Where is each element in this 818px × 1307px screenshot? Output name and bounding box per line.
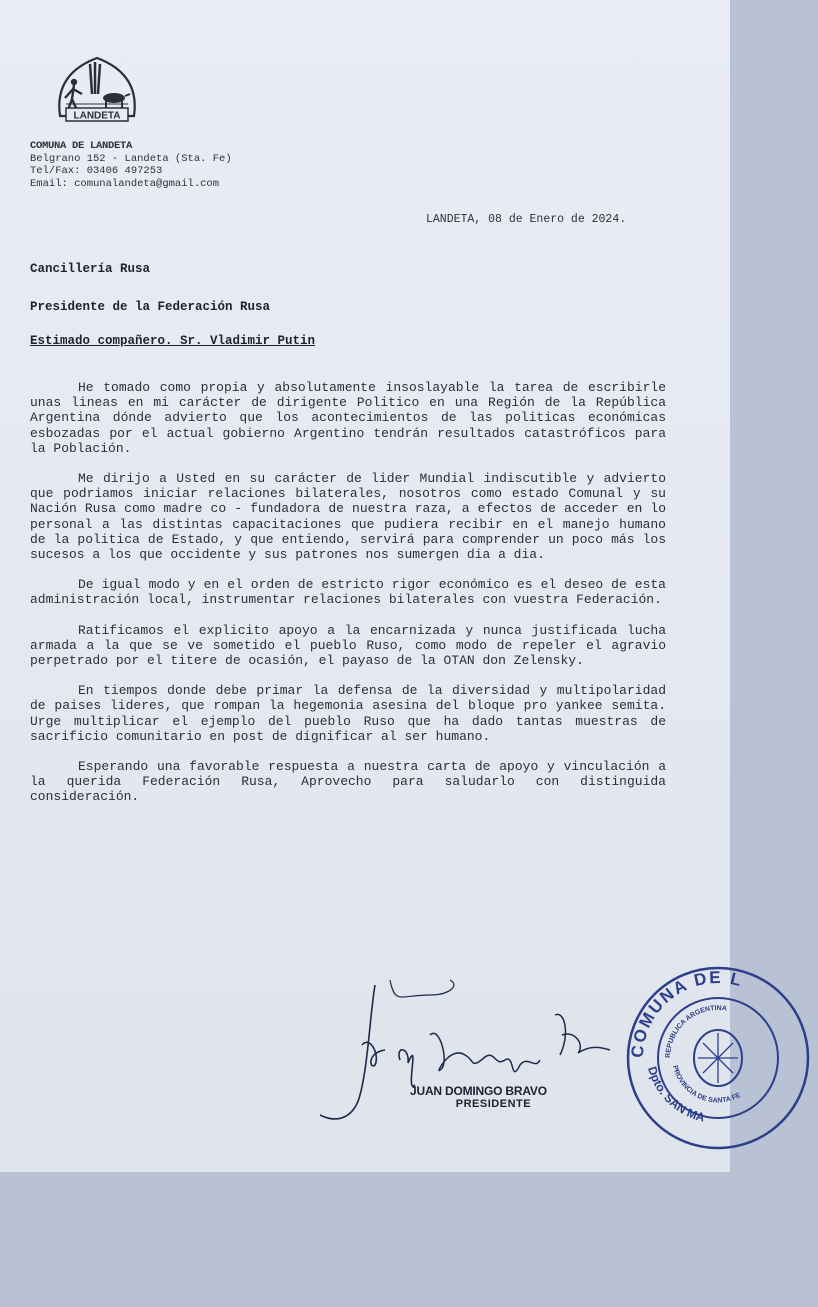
org-address: Belgrano 152 - Landeta (Sta. Fe) — [30, 152, 232, 165]
org-phone: Tel/Fax: 03406 497253 — [30, 165, 163, 177]
seal-inner-bottom: PROVINCIA DE SANTA FE — [671, 1064, 742, 1105]
signer-block — [410, 1084, 547, 1110]
handwritten-signature — [300, 975, 640, 1145]
official-seal — [618, 958, 818, 1158]
paragraph: Ratificamos el explicito apoyo a la encarnizada y nunca justificada lucha armada a la que se ve sometido el pueblo Ruso, como modo de repeler el agravio perpetrado por el titere de ocasión, el payaso de la OTAN don Zelensky. — [30, 622, 666, 669]
paragraph: En tiempos donde debe primar la defensa de la diversidad y multipolaridad de paises lideres, que rompan la hegemonia asesina del bloque pro yankee semita. Urge multiplicar el ejemplo del pueblo Ruso que ha dado tantas muestras de sacrificio comunitario en post de dignificar al ser humano. — [30, 683, 666, 744]
svg-text:COMUNA DE L — [628, 968, 745, 1059]
paragraph: De igual modo y en el orden de estricto rigor económico es el deseo de esta administración local, instrumentar relaciones bilaterales con vuestra Federación. — [30, 577, 666, 608]
signer-role: PRESIDENTE — [455, 1098, 532, 1110]
paragraph: Me dirijo a Usted en su carácter de lider Mundial indiscutible y advierto que podriamos iniciar relaciones bilaterales, nosotros como estado Comunal y su Nación Rusa como madre co - fundadora de nuestra raza, a efectos de acceder en lo personal a las distintas capacitaciones que pudiera recibir en el manejo humano de la politica de Estado, y que entiendo, servirá para comprender un poco más los sucesos a los que occidente y sus patrones nos sumergen dia a dia. — [30, 471, 666, 563]
org-email: Email: comunalandeta@gmail.com — [30, 177, 220, 190]
seal-outer-bottom: Dpto. SAN MA — [644, 1064, 707, 1125]
logo-text: LANDETA — [73, 110, 121, 122]
recipient-line-2: Presidente de la Federación Rusa — [30, 300, 271, 314]
recipient-line-1: Cancillería Rusa — [30, 262, 151, 276]
sender-block — [30, 140, 232, 190]
seal-inner-top: REPUBLICA ARGENTINA — [664, 1004, 728, 1059]
letter-body — [30, 380, 666, 820]
letter-date: LANDETA, 08 de Enero de 2024. — [426, 213, 627, 226]
seal-outer-top: COMUNA DE L — [627, 967, 745, 1059]
landeta-logo — [52, 54, 142, 126]
salutation: Estimado compañero. Sr. Vladimir Putin — [30, 334, 316, 348]
paragraph: Esperando una favorable respuesta a nuestra carta de apoyo y vinculación a la querida Federación Rusa, Aprovecho para saludarlo con distinguida consideración. — [30, 759, 666, 805]
paragraph: He tomado como propia y absolutamente insoslayable la tarea de escribirle unas lineas en mi carácter de dirigente Politico en una Región de la República Argentina dónde advierto que los acontecimientos de las politicas económicas esbozadas por el actual gobierno Argentino tendrán resultados catastróficos para la Población. — [30, 380, 666, 456]
org-name: COMUNA DE LANDETA — [30, 140, 133, 152]
signer-name: JUAN DOMINGO BRAVO — [410, 1084, 547, 1098]
